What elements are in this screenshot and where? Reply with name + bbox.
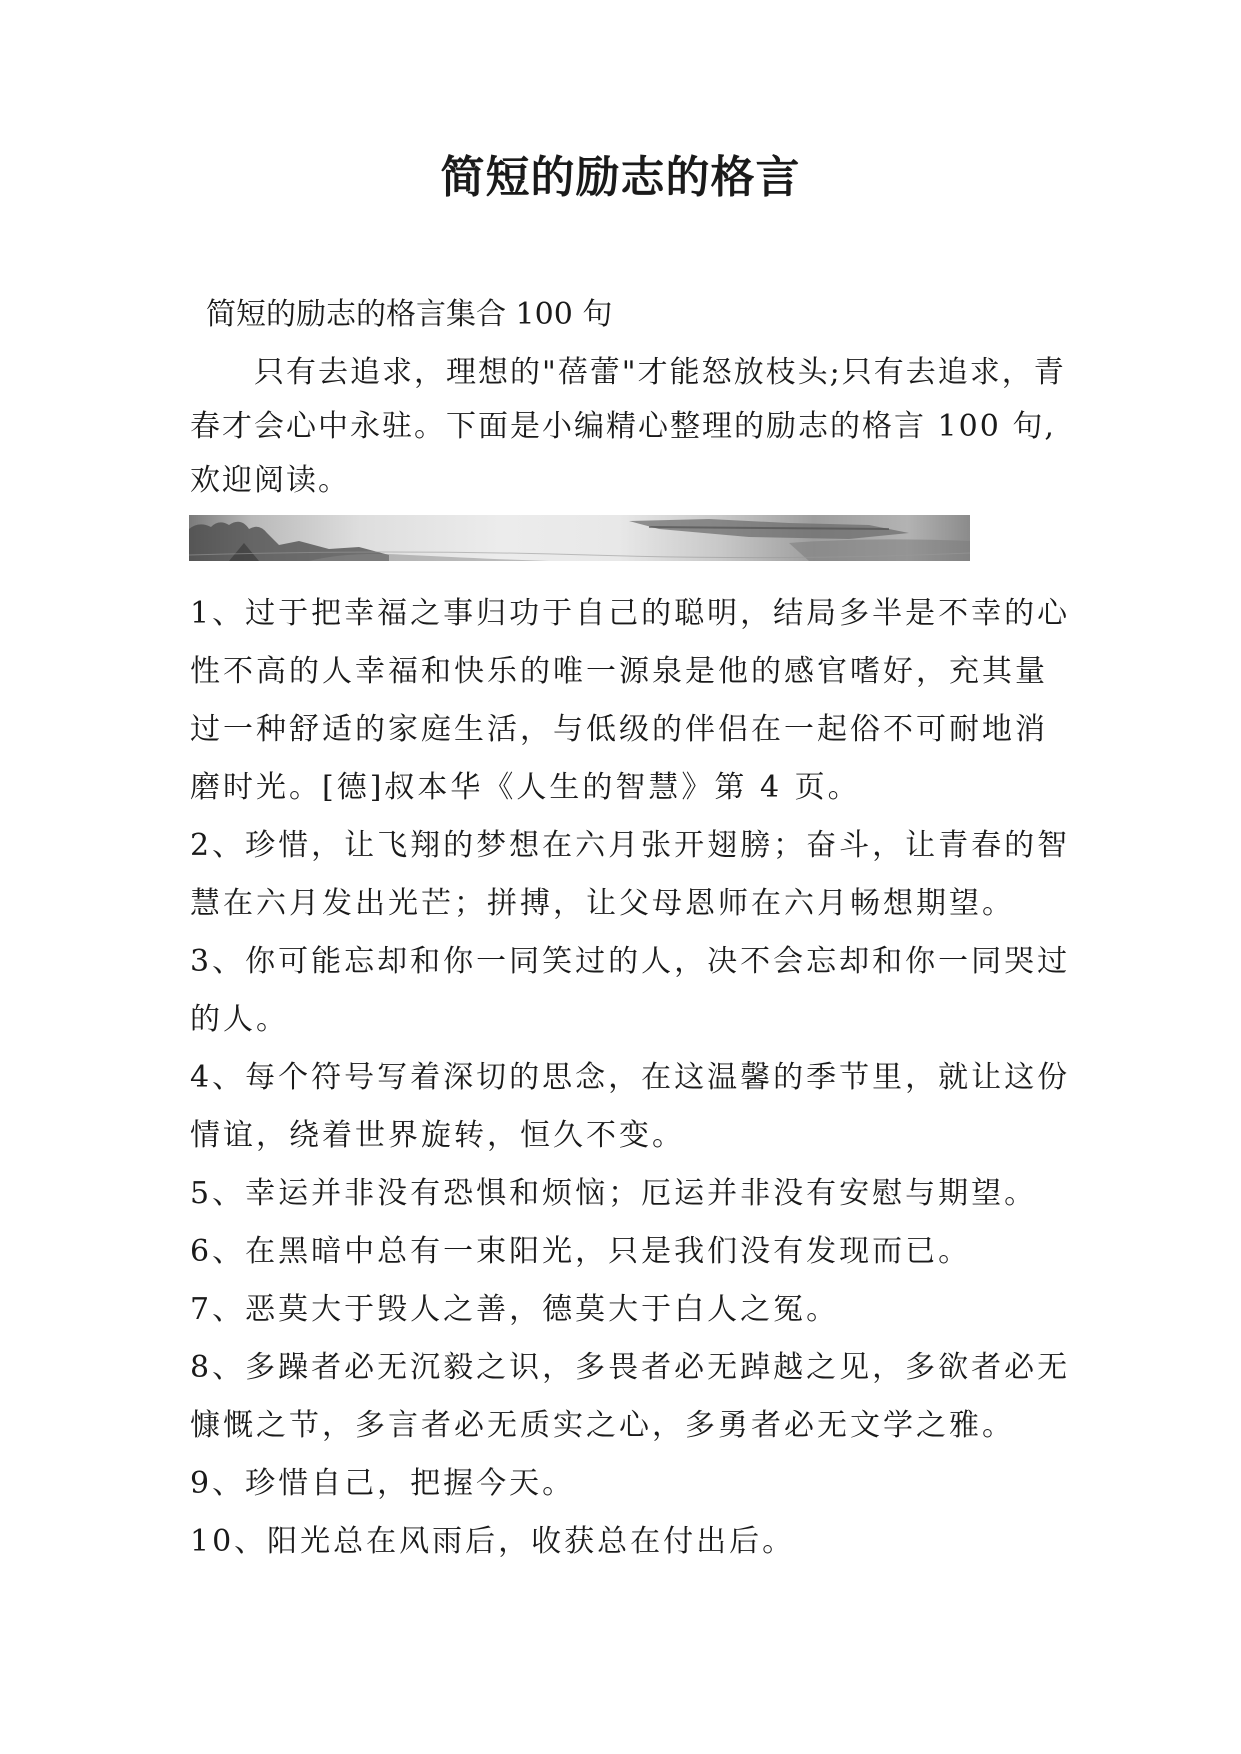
quote-item: 7、恶莫大于毁人之善，德莫大于白人之冤。 (190, 1292, 840, 1327)
intro-paragraph: 只有去追求，理想的"蓓蕾"才能怒放枝头;只有去追求，青春才会心中永驻。下面是小编精心整理的励志的格言 100 句,欢迎阅读。 (190, 355, 1066, 498)
quote-item: 9、珍惜自己，把握今天。 (190, 1466, 576, 1501)
landscape-banner-image (189, 515, 970, 561)
quote-item: 8、多躁者必无沉毅之识，多畏者必无踔越之见，多欲者必无慷慨之节，多言者必无质实之心，多勇者必无文学之雅。 (190, 1350, 1071, 1443)
quote-item: 6、在黑暗中总有一束阳光，只是我们没有发现而已。 (190, 1234, 972, 1269)
quote-item: 3、你可能忘却和你一同笑过的人，决不会忘却和你一同哭过的人。 (190, 944, 1071, 1037)
quote-item: 2、珍惜，让飞翔的梦想在六月张开翅膀；奋斗，让青春的智慧在六月发出光芒；拼搏，让父母恩师在六月畅想期望。 (190, 828, 1071, 921)
quote-item: 1、过于把幸福之事归功于自己的聪明，结局多半是不幸的心性不高的人幸福和快乐的唯一源泉是他的感官嗜好，充其量过一种舒适的家庭生活，与低级的伴侣在一起俗不可耐地消磨时光。[德]叔本华《人生的智慧》第 4 页。 (190, 596, 1071, 805)
ink-landscape-illustration (189, 515, 970, 561)
quote-item: 5、幸运并非没有恐惧和烦恼；厄运并非没有安慰与期望。 (190, 1176, 1038, 1211)
quote-list (190, 585, 1080, 1571)
quote-item: 10、阳光总在风雨后，收获总在付出后。 (190, 1524, 796, 1559)
quote-item: 4、每个符号写着深切的思念，在这温馨的季节里，就让这份情谊，绕着世界旋转，恒久不变。 (190, 1060, 1071, 1153)
document-title: 简短的励志的格言 (440, 152, 801, 203)
document-subtitle: 简短的励志的格言集合 100 句 (206, 297, 613, 332)
